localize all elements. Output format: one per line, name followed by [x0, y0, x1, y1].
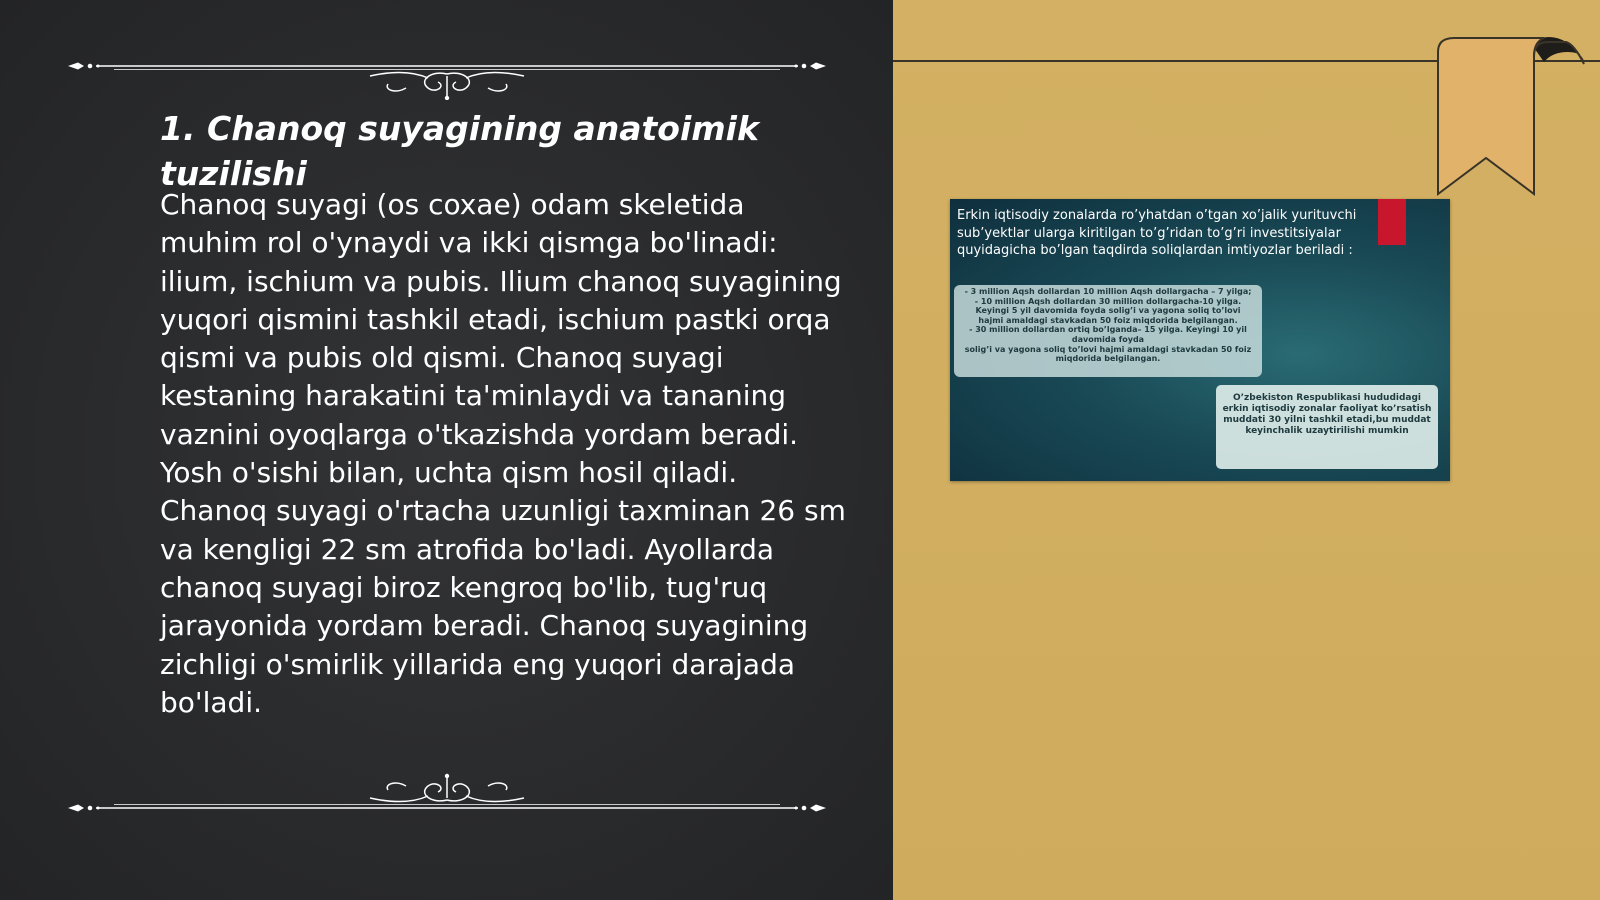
image-note-box: [1216, 385, 1438, 469]
ornamental-divider-top: [66, 40, 828, 100]
embedded-slide-image: [950, 199, 1450, 481]
slide-body-text: Chanoq suyagi (os coxae) odam skeletida muhim rol o'ynaydi va ikki qismga bo'linadi: ilium, ischium va pubis. Ilium chanoq suyagining yuqori qismini tashkil etadi, ischium pastki orqa qismi va pubis old qismi. Chanoq suyagi kestaning harakatini ta'minlaydi va tananing vaznini oyoqlarga o'tkazishda yordam beradi. Yosh o'sishi bilan, uchta qism hosil qiladi. Chanoq suyagi o'rtacha uzunligi taxminan 26 sm va kengligi 22 sm atrofida bo'ladi. Ayollarda chanoq suyagi biroz kengroq bo'lib, tug'ruq jarayonida yordam beradi. Chanoq suyagining zichligi o'smirlik yillarida eng yuqori darajada bo'ladi.: [160, 188, 846, 719]
image-note-text: O’zbekiston Respublikasi hududidagi erkin iqtisodiy zonalar faoliyat ko’rsatish muddati 30 yilni tashkil etadi,bu muddat keyinchalik uzaytirilishi mumkin: [1222, 393, 1432, 436]
image-info-line: solig’i va yagona soliq to’lovi hajmi amaldagi stavkadan 50 foiz miqdorida belgilangan.: [964, 344, 1252, 364]
image-info-box: [954, 285, 1262, 377]
ornamental-divider-bottom: [66, 770, 828, 830]
image-heading: Erkin iqtisodiy zonalarda ro’yhatdan o’tgan xo’jalik yurituvchi sub’yektlar ularga kiritilgan to’g’ridan to’g’ri investitsiyalar quyidagicha bo’lgan taqdirda soliqlardan imtiyozlar beriladi :: [957, 208, 1357, 258]
image-info-line: - 30 million dollardan ortiq bo’lganda– 15 yilga. Keyingi 10 yil davomida foyda: [969, 325, 1247, 344]
image-info-line: - 10 million Aqsh dollardan 30 million dollargacha-10 yilga. Keyingi 5 yil davomida foyda solig’i va yagona soliq to’lovi hajmi amaldagi stavkadan 50 foiz miqdorida belgilangan.: [974, 296, 1242, 325]
bookmark-ribbon-icon: [1434, 34, 1600, 204]
slide-title: 1. Chanoq suyagining anatoimik tuzilishi: [160, 109, 759, 193]
red-accent-bar: [1378, 199, 1406, 245]
image-info-line: - 3 million Aqsh dollardan 10 million Aqsh dollargacha – 7 yilga;: [964, 287, 1252, 296]
